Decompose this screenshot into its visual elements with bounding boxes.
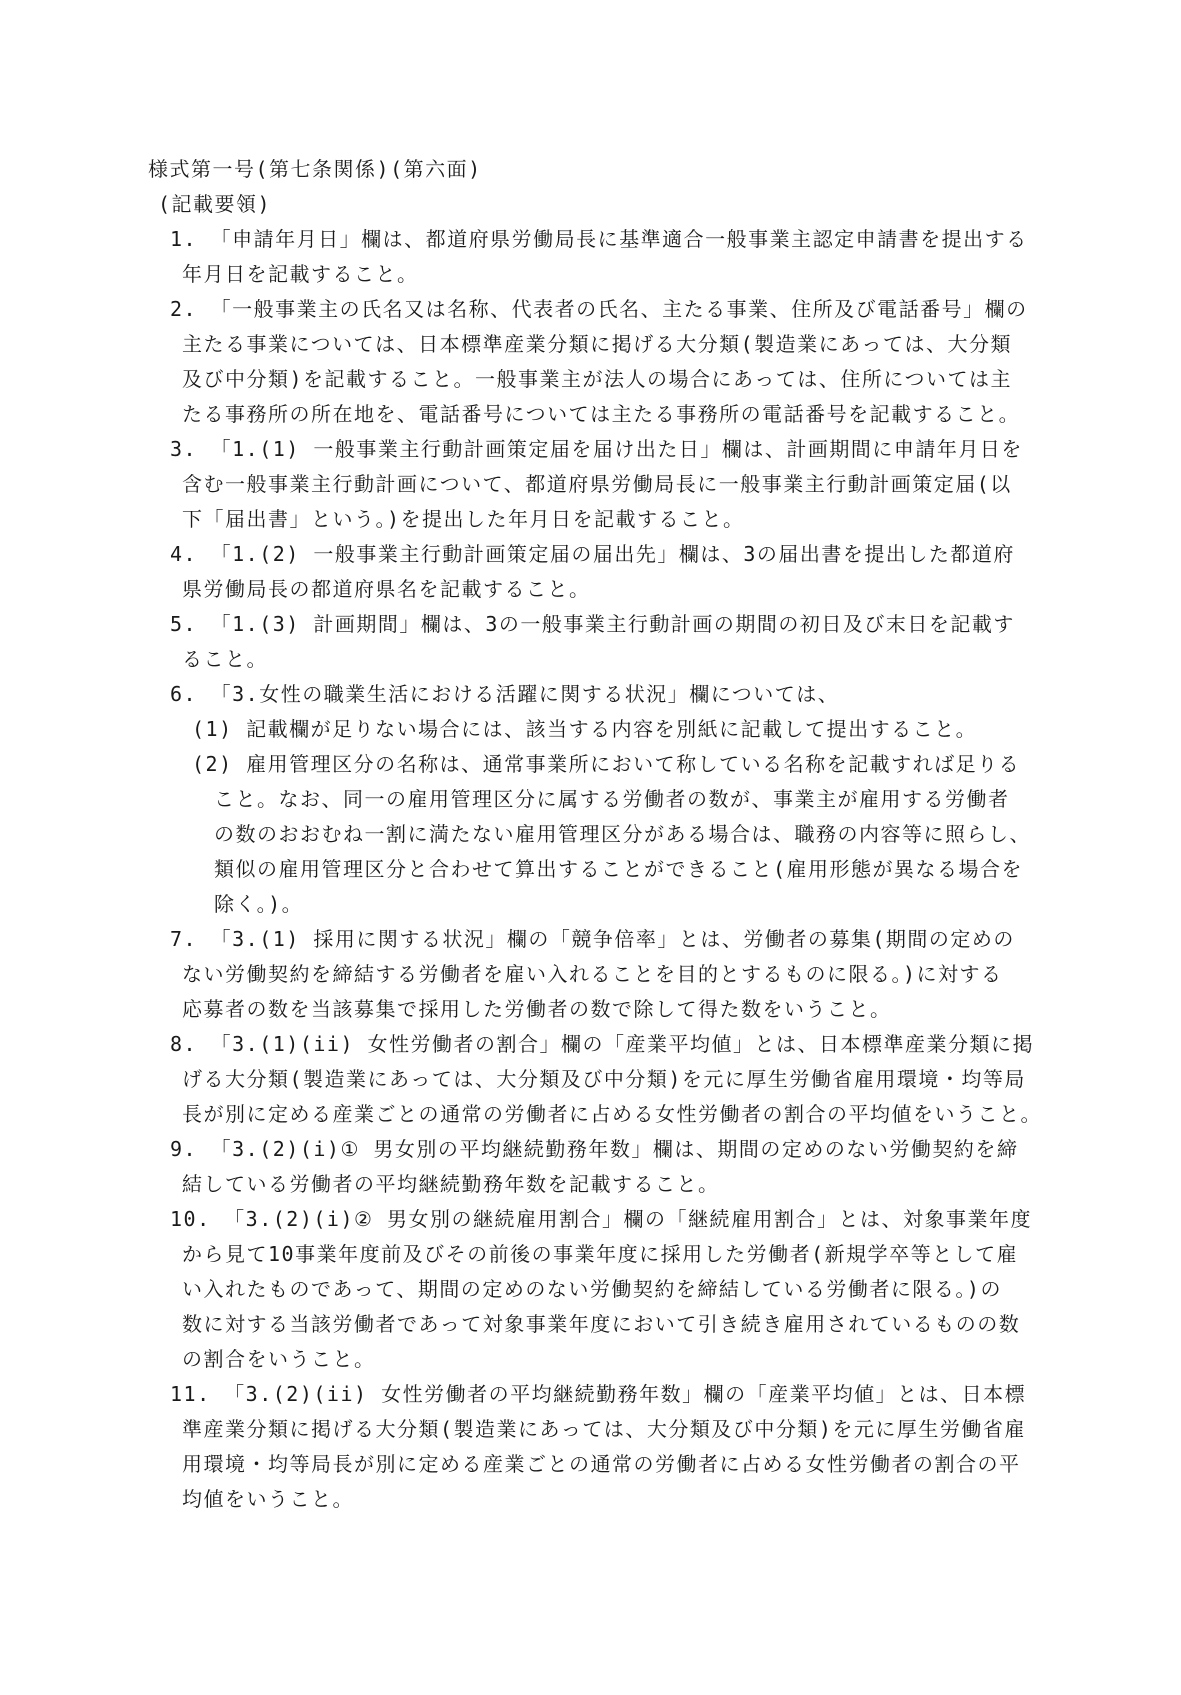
item-2-continuation: たる事務所の所在地を、電話番号については主たる事務所の電話番号を記載すること。	[182, 402, 1021, 426]
item-11-continuation: 準産業分類に掲げる大分類(製造業にあっては、大分類及び中分類)を元に厚生労働省雇	[182, 1417, 1026, 1441]
item-10-continuation: の割合をいうこと。	[182, 1347, 376, 1371]
item-8-continuation: 長が別に定める産業ごとの通常の労働者に占める女性労働者の割合の平均値をいうこと。	[182, 1102, 1042, 1126]
item-9-continuation: 結している労働者の平均継続勤務年数を記載すること。	[182, 1172, 720, 1196]
item-8-line: 8. 「3.(1)(ii) 女性労働者の割合」欄の「産業平均値」とは、日本標準産業分類に掲	[170, 1032, 1035, 1056]
item-6-sub-2-continuation: 類似の雇用管理区分と合わせて算出することができること(雇用形態が異なる場合を	[214, 857, 1024, 881]
item-6-line: 6. 「3.女性の職業生活における活躍に関する状況」欄については、	[170, 682, 840, 706]
item-10-continuation: 数に対する当該労働者であって対象事業年度において引き続き雇用されているものの数	[182, 1312, 1021, 1336]
item-1-continuation: 年月日を記載すること。	[182, 262, 419, 286]
item-10-line: 10. 「3.(2)(i)② 男女別の継続雇用割合」欄の「継続雇用割合」とは、対象事業年度	[170, 1207, 1032, 1231]
item-6-sub-2-continuation: こと。なお、同一の雇用管理区分に属する労働者の数が、事業主が雇用する労働者	[214, 787, 1010, 811]
item-6-sub-1: (1) 記載欄が足りない場合には、該当する内容を別紙に記載して提出すること。	[192, 717, 978, 741]
item-9-line: 9. 「3.(2)(i)① 男女別の平均継続勤務年数」欄は、期間の定めのない労働契約を締	[170, 1137, 1019, 1161]
item-6-sub-2-continuation: 除く。)。	[214, 892, 304, 916]
item-1-line: 1. 「申請年月日」欄は、都道府県労働局長に基準適合一般事業主認定申請書を提出する	[170, 227, 1028, 251]
item-10-continuation: から見て10事業年度前及びその前後の事業年度に採用した労働者(新規学卒等として雇	[182, 1242, 1019, 1266]
item-11-continuation: 用環境・均等局長が別に定める産業ごとの通常の労働者に占める女性労働者の割合の平	[182, 1452, 1021, 1476]
item-6-sub-2-continuation: の数のおおむね一割に満たない雇用管理区分がある場合は、職務の内容等に照らし、	[214, 822, 1031, 846]
item-2-continuation: 及び中分類)を記載すること。一般事業主が法人の場合にあっては、住所については主	[182, 367, 1012, 391]
item-8-continuation: げる大分類(製造業にあっては、大分類及び中分類)を元に厚生労働省雇用環境・均等局	[182, 1067, 1026, 1091]
item-10-continuation: い入れたものであって、期間の定めのない労働契約を締結している労働者に限る。)の	[182, 1277, 1002, 1301]
item-7-line: 7. 「3.(1) 採用に関する状況」欄の「競争倍率」とは、労働者の募集(期間の定めの	[170, 927, 1015, 951]
item-3-continuation: 下「届出書」という。)を提出した年月日を記載すること。	[182, 507, 745, 531]
item-3-line: 3. 「1.(1) 一般事業主行動計画策定届を届け出た日」欄は、計画期間に申請年月日を	[170, 437, 1023, 461]
item-6-sub-2: (2) 雇用管理区分の名称は、通常事業所において称している名称を記載すれば足りる	[192, 752, 1021, 776]
document-body	[148, 152, 1048, 1517]
item-2-continuation: 主たる事業については、日本標準産業分類に掲げる大分類(製造業にあっては、大分類	[182, 332, 1012, 356]
item-5-continuation: ること。	[182, 647, 268, 671]
item-4-line: 4. 「1.(2) 一般事業主行動計画策定届の届出先」欄は、3の届出書を提出した都道府	[170, 542, 1015, 566]
item-5-line: 5. 「1.(3) 計画期間」欄は、3の一般事業主行動計画の期間の初日及び末日を記載す	[170, 612, 1015, 636]
item-11-line: 11. 「3.(2)(ii) 女性労働者の平均継続勤務年数」欄の「産業平均値」とは、日本標	[170, 1382, 1027, 1406]
item-3-continuation: 含む一般事業主行動計画について、都道府県労働局長に一般事業主行動計画策定届(以	[182, 472, 1012, 496]
item-7-continuation: ない労働契約を締結する労働者を雇い入れることを目的とするものに限る。)に対する	[182, 962, 1003, 986]
document-title: 様式第一号(第七条関係)(第六面)	[148, 157, 482, 181]
item-7-continuation: 応募者の数を当該募集で採用した労働者の数で除して得た数をいうこと。	[182, 997, 892, 1021]
item-4-continuation: 県労働局長の都道府県名を記載すること。	[182, 577, 591, 601]
item-11-continuation: 均値をいうこと。	[182, 1487, 354, 1511]
item-2-line: 2. 「一般事業主の氏名又は名称、代表者の氏名、主たる事業、住所及び電話番号」欄の	[170, 297, 1028, 321]
section-heading: (記載要領)	[158, 192, 272, 216]
